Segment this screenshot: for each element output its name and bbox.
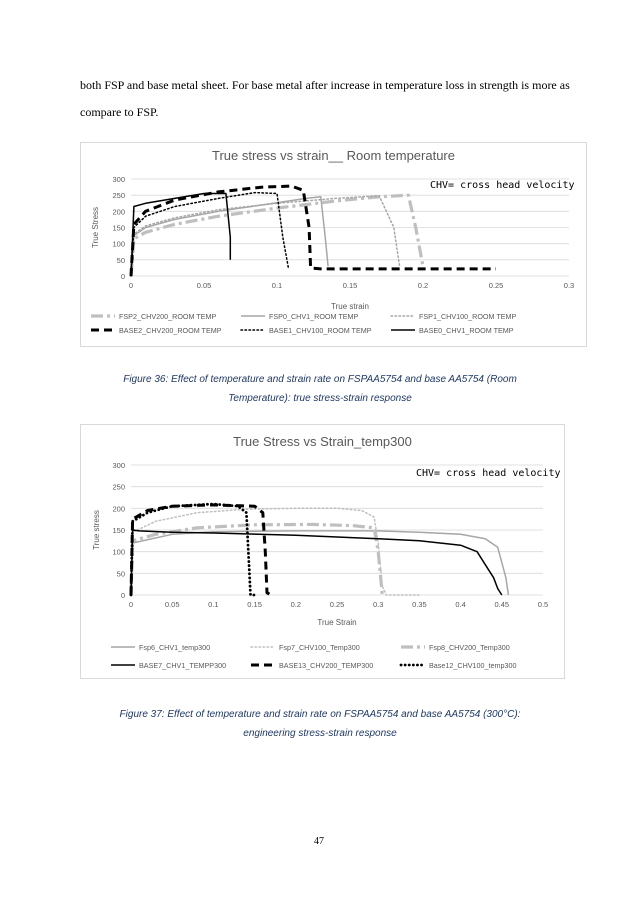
legend-label-1: Fsp6_CHV1_temp300 xyxy=(139,643,211,652)
x-tick-label: 0 xyxy=(128,600,134,609)
chart-37-frame xyxy=(80,424,565,679)
series-line-1 xyxy=(131,195,423,276)
y-tick-label: 100 xyxy=(112,239,125,249)
figure-37-caption-line2: engineering stress-strain response xyxy=(243,728,397,739)
legend-label-4: BASE2_CHV200_ROOM TEMP xyxy=(119,326,222,335)
y-tick-label: 200 xyxy=(112,504,125,514)
y-tick-label: 300 xyxy=(112,461,125,470)
legend-label-6: BASE0_CHV1_ROOM TEMP xyxy=(419,326,514,335)
x-tick-label: 0.05 xyxy=(164,600,180,609)
y-tick-label: 50 xyxy=(116,255,125,265)
x-axis-label: True strain xyxy=(331,302,369,311)
x-tick-label: 0 xyxy=(128,281,134,290)
chart-36-annotation: CHV= cross head velocity xyxy=(430,180,575,191)
series-line-4 xyxy=(131,186,496,276)
y-axis-label: True stress xyxy=(92,510,101,550)
x-tick-label: 0.2 xyxy=(417,281,429,290)
x-tick-label: 0.2 xyxy=(290,600,302,609)
legend-label-3: Fsp8_CHV200_Temp300 xyxy=(429,643,510,652)
chart-37-svg xyxy=(81,425,564,678)
x-tick-label: 0.05 xyxy=(196,281,212,290)
y-tick-label: 250 xyxy=(112,482,125,492)
legend-label-3: FSP1_CHV100_ROOM TEMP xyxy=(419,312,517,321)
chart-37-title: True Stress vs Strain_temp300 xyxy=(233,434,412,449)
chart-36-title: True stress vs strain__ Room temperature xyxy=(212,148,455,163)
chart-36-svg xyxy=(81,143,586,346)
x-tick-label: 0.4 xyxy=(455,600,466,609)
y-tick-label: 250 xyxy=(112,191,125,201)
figure-36-caption-line1: Figure 36: Effect of temperature and strain rate on FSPAA5754 and base AA5754 (Room xyxy=(123,374,517,385)
y-tick-label: 300 xyxy=(112,175,125,184)
y-tick-label: 50 xyxy=(116,569,125,579)
series-line-4 xyxy=(131,530,502,595)
legend-label-2: Fsp7_CHV100_Temp300 xyxy=(279,643,360,652)
series-line-6 xyxy=(131,504,255,595)
figure-37-caption-line1: Figure 37: Effect of temperature and strain rate on FSPAA5754 and base AA5754 (300°C): xyxy=(119,709,521,720)
legend-label-1: FSP2_CHV200_ROOM TEMP xyxy=(119,312,217,321)
x-tick-label: 0.25 xyxy=(488,281,504,290)
x-tick-label: 0.3 xyxy=(563,281,575,290)
legend-label-6: Base12_CHV100_temp300 xyxy=(429,661,517,670)
y-tick-label: 100 xyxy=(112,547,125,557)
body-paragraph: both FSP and base metal sheet. For base metal after increase in temperature loss in strength is more as compare to FSP. xyxy=(80,78,570,119)
x-tick-label: 0.5 xyxy=(537,600,549,609)
y-tick-label: 0 xyxy=(120,591,125,600)
y-tick-label: 200 xyxy=(112,207,125,217)
legend-label-5: BASE1_CHV100_ROOM TEMP xyxy=(269,326,372,335)
x-tick-label: 0.45 xyxy=(494,600,510,609)
legend-label-4: BASE7_CHV1_TEMPP300 xyxy=(139,661,227,670)
x-tick-label: 0.15 xyxy=(247,600,262,609)
x-tick-label: 0.15 xyxy=(342,281,358,290)
page-number: 47 xyxy=(314,836,324,847)
x-axis-label: True Strain xyxy=(317,618,357,627)
x-tick-label: 0.35 xyxy=(412,600,427,609)
x-tick-label: 0.25 xyxy=(329,600,345,609)
legend-label-5: BASE13_CHV200_TEMP300 xyxy=(279,661,374,670)
x-tick-label: 0.1 xyxy=(208,600,219,609)
x-tick-label: 0.1 xyxy=(271,281,283,290)
y-tick-label: 150 xyxy=(112,526,125,535)
series-line-1 xyxy=(131,531,508,595)
x-tick-label: 0.3 xyxy=(372,600,384,609)
legend-label-2: FSP0_CHV1_ROOM TEMP xyxy=(269,312,359,321)
chart-37-annotation: CHV= cross head velocity xyxy=(416,468,561,479)
y-tick-label: 150 xyxy=(112,223,125,233)
figure-36-caption-line2: Temperature): true stress-strain response xyxy=(228,393,412,404)
y-axis-label: True Stress xyxy=(91,206,100,249)
chart-36-frame xyxy=(80,142,587,347)
y-tick-label: 0 xyxy=(120,272,125,281)
